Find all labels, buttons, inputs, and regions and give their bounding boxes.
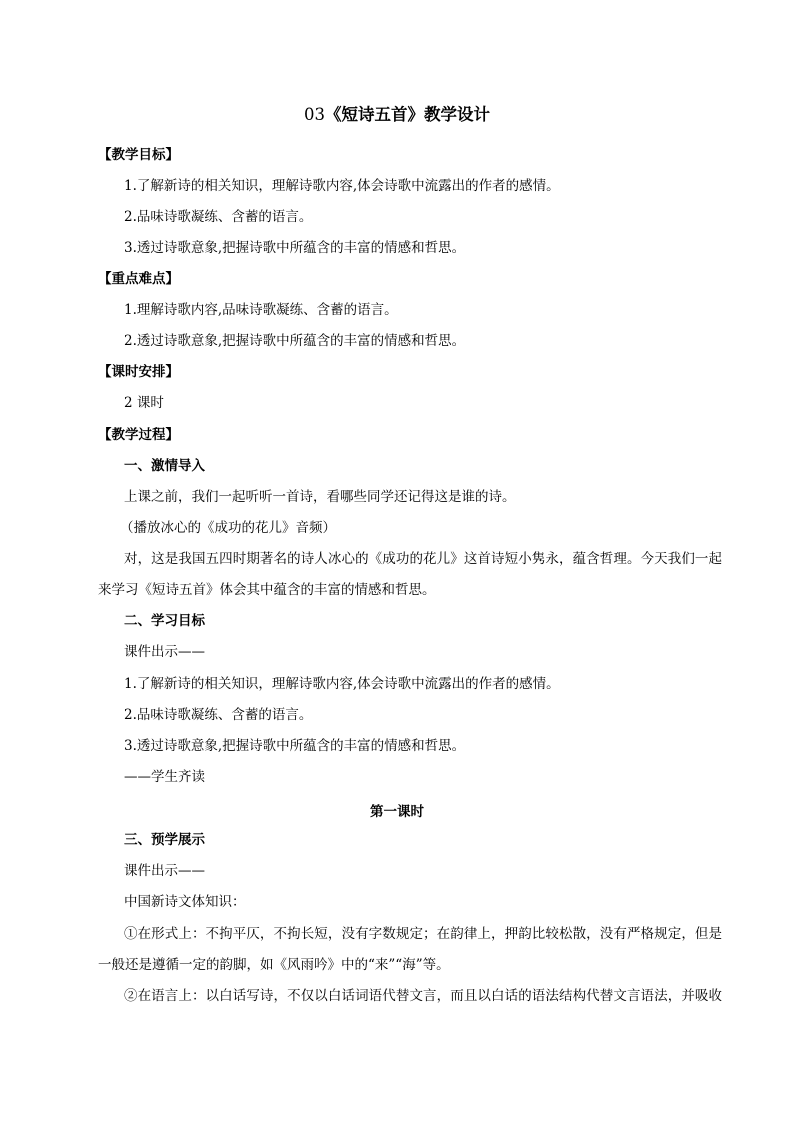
paragraph: 上课之前，我们一起听听一首诗，看哪些同学还记得这是谁的诗。: [124, 489, 516, 505]
goal-item: 3.透过诗歌意象,把握诗歌中所蕴含的丰富的情感和哲思。: [124, 240, 466, 256]
part-heading-preview: 三、预学展示: [124, 832, 205, 848]
paragraph: 一般还是遵循一定的韵脚，如《风雨吟》中的“来”“海”等。: [98, 957, 450, 973]
title-text: 《短诗五首》教学设计: [325, 105, 490, 124]
paragraph: 中国新诗文体知识：: [124, 894, 246, 910]
paragraph: 对，这是我国五四时期著名的诗人冰心的《成功的花儿》这首诗短小隽永，蕴含哲理。今天我们一起: [124, 551, 722, 567]
paragraph: 课件出示——: [124, 863, 205, 879]
goal-item: 1.了解新诗的相关知识，理解诗歌内容,体会诗歌中流露出的作者的感情。: [124, 178, 560, 194]
section-heading-goals: 【教学目标】: [98, 147, 179, 163]
schedule-text: 2 课时: [124, 395, 164, 411]
paragraph: ①在形式上：不拘平仄，不拘长短，没有字数规定；在韵律上，押韵比较松散，没有严格规定，但是: [124, 926, 722, 942]
key-item: 2.透过诗歌意象,把握诗歌中所蕴含的丰富的情感和哲思。: [124, 333, 466, 349]
goal-item: 2.品味诗歌凝练、含蓄的语言。: [124, 707, 313, 723]
lesson-heading: 第一课时: [370, 804, 424, 820]
paragraph: ——学生齐读: [124, 769, 205, 785]
paragraph: （播放冰心的《成功的花儿》音频）: [120, 520, 336, 536]
goal-item: 2.品味诗歌凝练、含蓄的语言。: [124, 209, 313, 225]
part-heading-learning-goals: 二、学习目标: [124, 613, 205, 629]
section-heading-key-points: 【重点难点】: [98, 271, 179, 287]
key-item: 1.理解诗歌内容,品味诗歌凝练、含蓄的语言。: [124, 302, 398, 318]
title-number: 03: [304, 105, 325, 124]
part-heading-intro: 一、激情导入: [124, 458, 205, 474]
paragraph: 来学习《短诗五首》体会其中蕴含的丰富的情感和哲思。: [98, 582, 436, 598]
goal-item: 1.了解新诗的相关知识，理解诗歌内容,体会诗歌中流露出的作者的感情。: [124, 676, 560, 692]
page-title: [0, 104, 794, 126]
paragraph: ②在语言上：以白话写诗，不仅以白话词语代替文言，而且以白话的语法结构代替文言语法，并吸收: [124, 988, 722, 1004]
section-heading-process: 【教学过程】: [98, 427, 179, 443]
goal-item: 3.透过诗歌意象,把握诗歌中所蕴含的丰富的情感和哲思。: [124, 738, 466, 754]
paragraph: 课件出示——: [124, 644, 205, 660]
section-heading-schedule: 【课时安排】: [98, 364, 179, 380]
